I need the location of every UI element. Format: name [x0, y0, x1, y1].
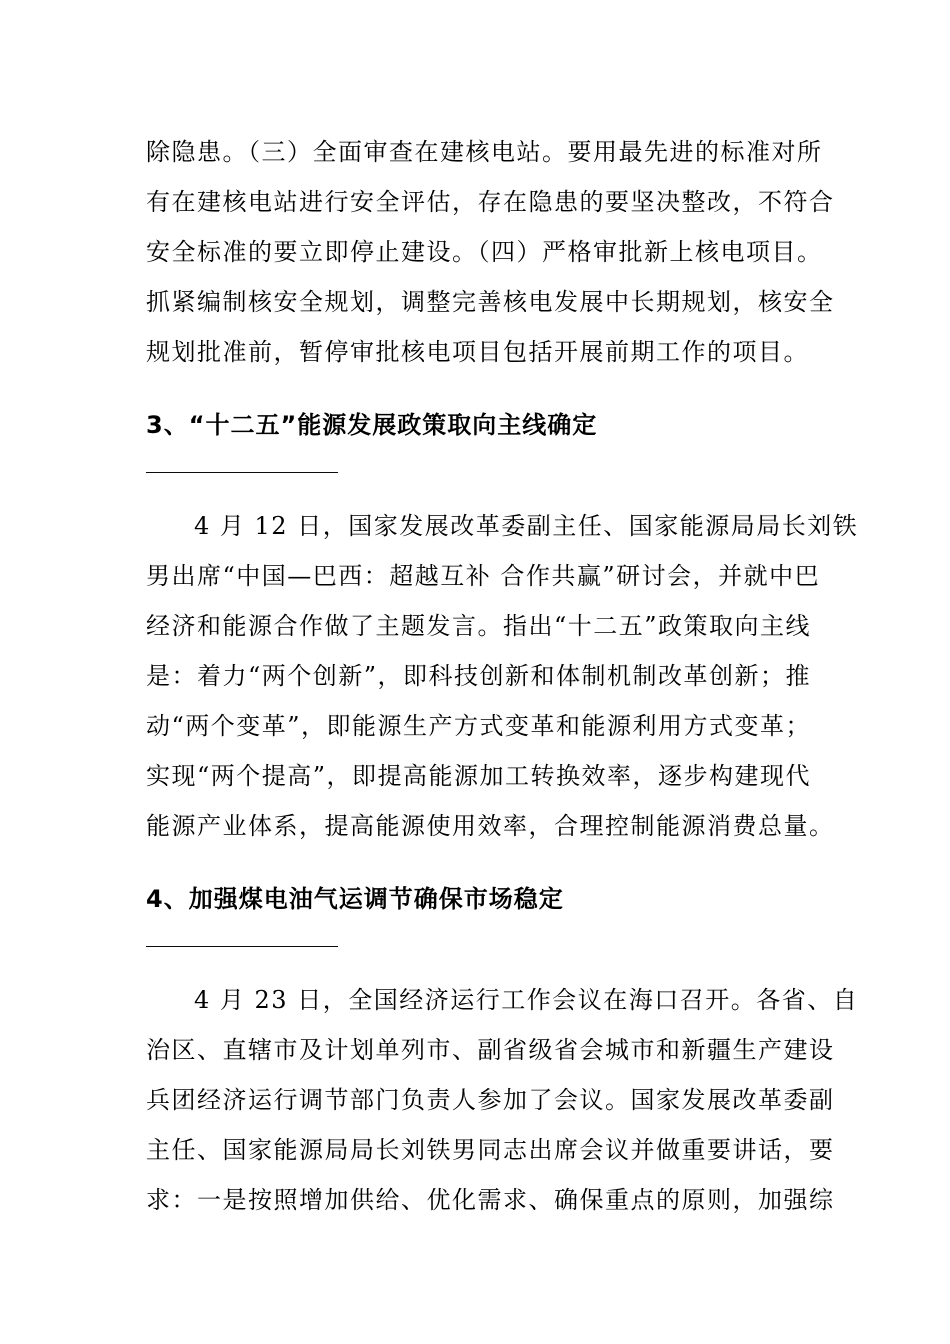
section-heading: 4、加强煤电油气运调节确保市场稳定 [146, 885, 564, 913]
section-divider: ________________ [146, 929, 339, 952]
paragraph-line: 求：一是按照增加供给、优化需求、确保重点的原则，加强综 [146, 1186, 835, 1214]
paragraph-line: 治区、直辖市及计划单列市、副省级省会城市和新疆生产建设 [146, 1036, 835, 1064]
paragraph-line: 经济和能源合作做了主题发言。指出“十二五”政策取向主线 [146, 612, 812, 640]
paragraph-line: 抓紧编制核安全规划，调整完善核电发展中长期规划，核安全 [146, 288, 835, 316]
paragraph-line: 能源产业体系，提高能源使用效率，合理控制能源消费总量。 [146, 812, 835, 840]
paragraph-line: 动“两个变革”，即能源生产方式变革和能源利用方式变革； [146, 712, 812, 740]
paragraph-line: 实现“两个提高”，即提高能源加工转换效率，逐步构建现代 [146, 762, 812, 790]
section-divider: ________________ [146, 455, 339, 478]
paragraph-line: 是：着力“两个创新”，即科技创新和体制机制改革创新；推 [146, 662, 812, 690]
paragraph-line: 安全标准的要立即停止建设。（四）严格审批新上核电项目。 [146, 238, 823, 266]
paragraph-line: 兵团经济运行调节部门负责人参加了会议。国家发展改革委副 [146, 1086, 835, 1114]
paragraph-line: 4 月 12 日，国家发展改革委副主任、国家能源局局长刘铁 [194, 512, 859, 540]
paragraph-line: 规划批准前，暂停审批核电项目包括开展前期工作的项目。 [146, 338, 809, 366]
paragraph-line: 4 月 23 日，全国经济运行工作会议在海口召开。各省、自 [194, 986, 859, 1014]
paragraph-line: 男出席“中国—巴西：超越互补 合作共赢”研讨会，并就中巴 [146, 562, 821, 590]
section-heading: 3、“十二五”能源发展政策取向主线确定 [146, 411, 598, 439]
paragraph-line: 主任、国家能源局局长刘铁男同志出席会议并做重要讲话，要 [146, 1136, 835, 1164]
paragraph-line: 有在建核电站进行安全评估，存在隐患的要坚决整改，不符合 [146, 188, 835, 216]
paragraph-line: 除隐患。（三）全面审查在建核电站。要用最先进的标准对所 [146, 138, 823, 166]
